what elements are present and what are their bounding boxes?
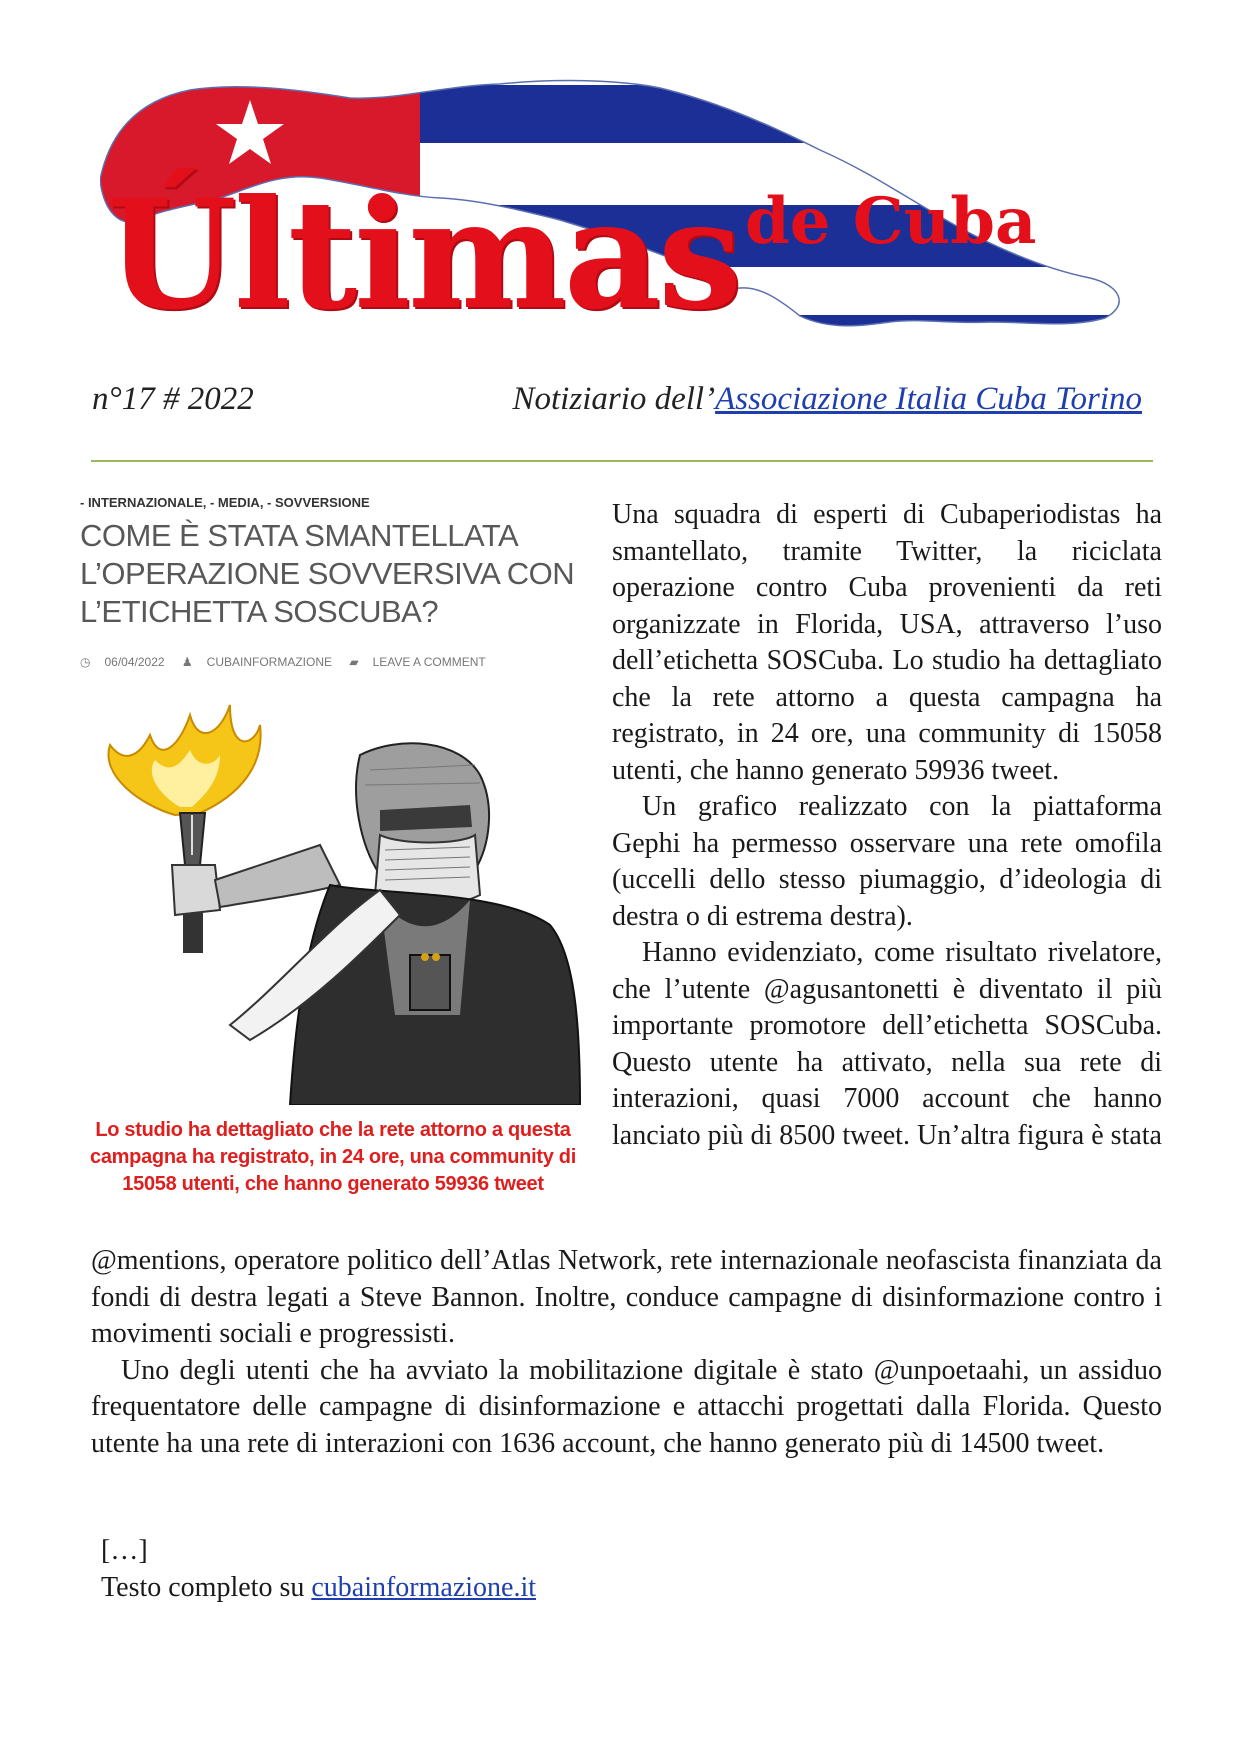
paragraph-4: Uno degli utenti che ha avviato la mobilitazione digitale è stato @unpoetaahi, un assiduo frequentatore delle campagne di disinformazione e attacchi progettati dalla Florida. Questo utente ha una rete di interazioni con 1636 account, che hanno generato più di 14500 tweet. — [91, 1354, 1162, 1459]
association-link[interactable]: Associazione Italia Cuba Torino — [715, 381, 1142, 417]
tagline-prefix: Notiziario dell’ — [512, 381, 716, 417]
full-text-prefix: Testo completo su — [101, 1572, 312, 1603]
comment-icon: ▰ — [349, 655, 359, 669]
article-meta — [80, 655, 586, 669]
divider — [91, 460, 1153, 462]
article-headline: COME È STATA SMANTELLATA L’OPERAZIONE SOVVERSIVA CON L’ETICHETTA SOSCUBA? — [80, 518, 575, 629]
article-image — [80, 495, 586, 1207]
ellipsis: […] — [101, 1535, 148, 1566]
article-continuation — [91, 1243, 1162, 1462]
article-category: - INTERNAZIONALE, - MEDIA, - SOVVERSIONE — [80, 495, 370, 510]
issue-line — [92, 381, 1152, 429]
user-icon: ♟ — [181, 655, 193, 669]
paragraph-3-continued: @mentions, operatore politico dell’Atlas Network, rete internazionale neofascista finanziata da fondi di destra legati a Steve Bannon. Inoltre, conduce campagne di disinformazione contro i movimenti sociali e progressisti. — [91, 1245, 1162, 1349]
full-text-line — [101, 1569, 801, 1606]
paragraph-2: Un grafico realizzato con la piattaforma Gephi ha permesso osservare una rete omofila (uccelli dello stesso piumaggio, d’ideologia di destra o di estrema destra). — [612, 791, 1162, 932]
masthead-subtitle: de Cuba — [745, 184, 1037, 259]
paragraph-3: Hanno evidenziato, come risultato rivelatore, che l’utente @agusantonetti è diventato il più importante promotore dell’etichetta SOSCuba. Questo utente ha attivato, nella sua rete di interazioni, quasi 7000 account che hanno lanciato più di 8500 tweet. Un’altra figura è stata — [612, 937, 1162, 1151]
masked-figure-illustration — [80, 695, 586, 1105]
closing — [101, 1532, 801, 1606]
masthead-title: Últimas — [106, 167, 740, 343]
article-author: CUBAINFORMAZIONE — [206, 655, 332, 669]
issue-number: n°17 # 2022 — [92, 381, 254, 417]
leave-comment-link: LEAVE A COMMENT — [372, 655, 486, 669]
article-column — [612, 497, 1162, 1154]
paragraph-1: Una squadra di esperti di Cubaperiodistas ha smantellato, tramite Twitter, la riciclata operazione contro Cuba provenienti da reti organizzate in Florida, USA, attraverso l’uso dell’etichetta SOSCuba. Lo studio ha dettagliato che la rete attorno a questa campagna ha registrato, in 24 ore, una community di 15058 utenti, che hanno generato 59936 tweet. — [612, 499, 1162, 786]
source-link[interactable]: cubainformazione.it — [311, 1572, 537, 1603]
masthead — [100, 60, 1150, 380]
tagline — [513, 381, 1143, 418]
article-caption: Lo studio ha dettagliato che la rete attorno a questa campagna ha registrato, in 24 ore, una community di 15058 utenti, che hanno generato 59936 tweet — [90, 1119, 576, 1195]
clock-icon: ◷ — [80, 655, 91, 669]
article-date: 06/04/2022 — [104, 655, 165, 669]
